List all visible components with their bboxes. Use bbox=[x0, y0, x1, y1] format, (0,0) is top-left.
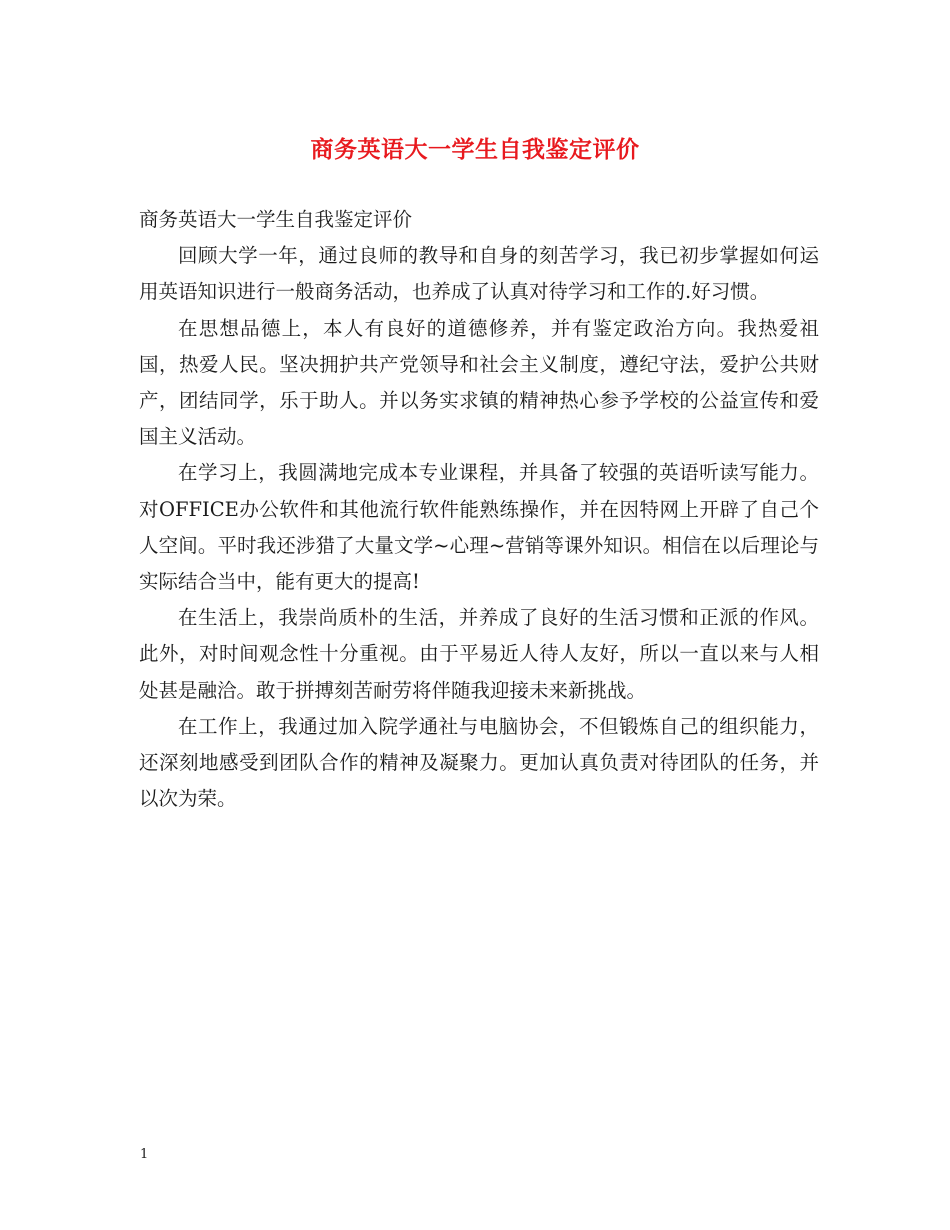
document-body bbox=[139, 202, 819, 817]
document-title: 商务英语大一学生自我鉴定评价 bbox=[310, 136, 640, 163]
paragraph-ideology: 在思想品德上，本人有良好的道德修养，并有鉴定政治方向。我热爱祖国，热爱人民。坚决拥护共产党领导和社会主义制度，遵纪守法，爱护公共财产，团结同学，乐于助人。并以务实求镇的精神热心参予学校的公益宣传和爱国主义活动。 bbox=[139, 316, 819, 449]
paragraph-review: 回顾大学一年，通过良师的教导和自身的刻苦学习，我已初步掌握如何运用英语知识进行一般商务活动，也养成了认真对待学习和工作的.好习惯。 bbox=[139, 244, 819, 304]
paragraph-study: 在学习上，我圆满地完成本专业课程，并具备了较强的英语听读写能力。对OFFICE办公软件和其他流行软件能熟练操作，并在因特网上开辟了自己个人空间。平时我还涉猎了大量文学~心理~营销等课外知识。相信在以后理论与实际结合当中，能有更大的提高! bbox=[139, 461, 819, 594]
paragraph-life: 在生活上，我崇尚质朴的生活，并养成了良好的生活习惯和正派的作风。此外，对时间观念性十分重视。由于平易近人待人友好，所以一直以来与人相处甚是融洽。敢于拼搏刻苦耐劳将伴随我迎接未来新挑战。 bbox=[139, 606, 819, 702]
page-number: 1 bbox=[140, 1147, 149, 1162]
document-subtitle: 商务英语大一学生自我鉴定评价 bbox=[139, 208, 413, 231]
paragraph-work: 在工作上，我通过加入院学通社与电脑协会，不但锻炼自己的组织能力，还深刻地感受到团队合作的精神及凝聚力。更加认真负责对待团队的任务，并以次为荣。 bbox=[139, 714, 819, 811]
